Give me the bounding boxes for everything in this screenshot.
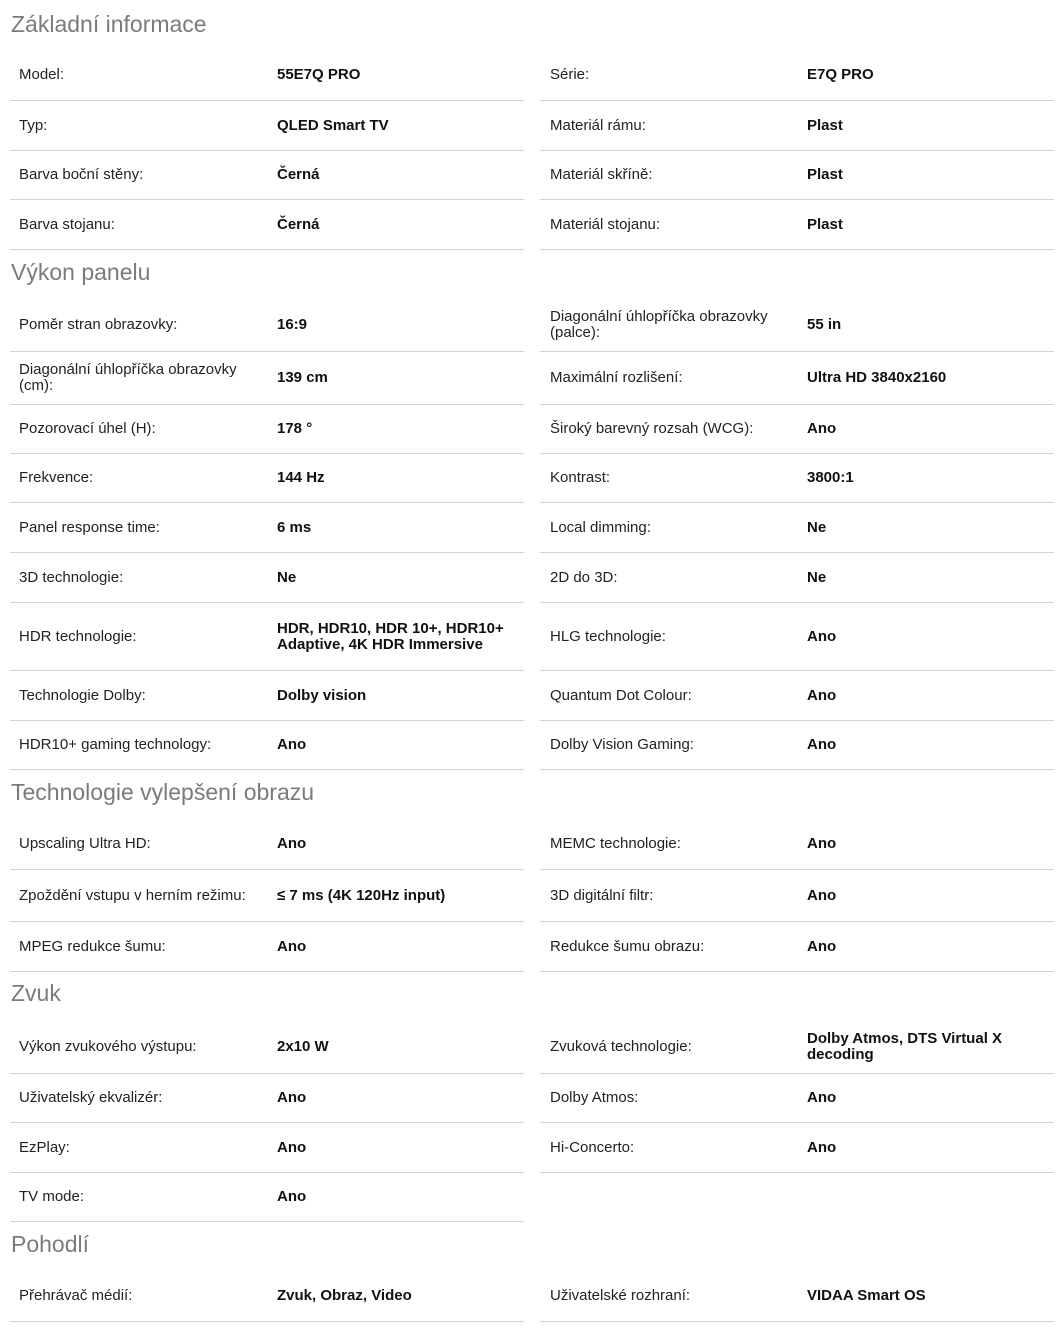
spec-value: Plast [807,166,843,183]
spec-value: Ano [807,937,837,955]
spec-value: 2x10 W [277,1037,329,1055]
spec-label: Barva stojanu: [19,215,115,233]
spec-value-cell [807,454,1042,502]
spec-value-cell [807,1123,1042,1172]
spec-label: Diagonální úhlopříčka obrazovky (palce): [550,307,768,341]
spec-row [0,922,1064,971]
spec-value: Plast [807,116,843,134]
spec-value: 55 in [807,315,842,333]
spec-label: Uživatelské rozhraní: [550,1286,691,1304]
row-divider [10,1321,524,1322]
spec-value-cell [277,1173,512,1221]
spec-label-cell [550,352,795,404]
section-title: Zvuk [11,980,61,1006]
spec-label-cell [550,503,795,552]
spec-value-cell [807,870,1042,921]
spec-value: Ano [807,420,837,437]
spec-value: Plast [807,215,843,233]
spec-label: Zpoždění vstupu v herním režimu: [19,886,246,904]
spec-label: Diagonální úhlopříčka obrazovky (cm): [19,361,237,394]
spec-label: Kontrast: [550,469,611,486]
spec-row [0,200,1064,249]
spec-value: Ano [277,1138,307,1156]
spec-value: ≤ 7 ms (4K 120Hz input) [277,886,446,904]
spec-row [0,1074,1064,1122]
spec-label: Panel response time: [19,518,160,536]
spec-value: Ne [807,568,827,586]
spec-value: Ne [277,568,297,586]
spec-label-cell [550,151,795,199]
spec-value-cell [807,603,1042,670]
spec-label: Maximální rozlišení: [550,369,683,386]
spec-row [0,553,1064,602]
spec-label-cell [550,50,795,100]
spec-label: MPEG redukce šumu: [19,937,166,955]
spec-label: Poměr stran obrazovky: [19,315,178,333]
row-divider [10,971,524,972]
spec-value: Ano [807,736,837,753]
row-divider [10,249,524,250]
row-divider [540,249,1054,250]
spec-value-cell [807,721,1042,769]
spec-row [0,603,1064,670]
spec-value: Ano [277,1188,307,1205]
spec-row [0,101,1064,150]
spec-value: 16:9 [277,315,308,333]
spec-row [0,151,1064,199]
spec-value-cell [807,101,1042,150]
row-divider [10,1221,524,1222]
spec-label-cell [19,1173,259,1221]
spec-label: EzPlay: [19,1138,70,1156]
spec-value-cell [807,200,1042,249]
section-title: Základní informace [11,11,207,37]
spec-label-cell [550,553,795,602]
row-divider [10,769,524,770]
spec-label-cell [550,101,795,150]
spec-row [0,454,1064,502]
spec-value-cell [807,553,1042,602]
spec-label-cell [550,870,795,921]
section-title: Technologie vylepšení obrazu [11,779,315,805]
spec-value-cell [807,352,1042,404]
spec-value: E7Q PRO [807,66,874,83]
spec-value-cell [807,1074,1042,1122]
spec-row [0,870,1064,921]
spec-value: Ano [807,627,837,645]
spec-label: Široký barevný rozsah (WCG): [550,420,754,437]
row-divider [540,1321,1054,1322]
spec-label: Série: [550,66,590,83]
spec-value: Ano [277,834,307,852]
spec-value-cell [807,818,1042,869]
spec-row [0,1020,1064,1073]
spec-value: Ano [807,834,837,852]
spec-label: Dolby Vision Gaming: [550,736,694,753]
spec-value-cell [807,151,1042,199]
spec-value-cell [807,50,1042,100]
spec-label: 3D technologie: [19,568,124,586]
spec-row [0,503,1064,552]
spec-value: HDR, HDR10, HDR 10+, HDR10+ Adaptive, 4K HDR Immersive [277,619,504,653]
spec-value: Ano [807,1089,837,1106]
spec-row [0,818,1064,869]
spec-value: Ano [277,937,307,955]
spec-label: 2D do 3D: [550,568,618,586]
spec-label: Výkon zvukového výstupu: [19,1037,197,1055]
spec-label: Materiál rámu: [550,116,646,134]
spec-label-cell [550,1123,795,1172]
spec-value: Ultra HD 3840x2160 [807,369,947,386]
section-title: Výkon panelu [11,259,151,285]
spec-row [0,298,1064,351]
spec-value-cell [807,1270,1042,1321]
section-title: Pohodlí [11,1231,90,1257]
spec-value: 55E7Q PRO [277,66,361,83]
spec-label: Přehrávač médií: [19,1286,133,1304]
spec-label: Materiál skříně: [550,166,653,183]
spec-label: Pozorovací úhel (H): [19,420,156,437]
spec-value: 6 ms [277,518,312,536]
spec-label: MEMC technologie: [550,834,681,852]
spec-label: HDR10+ gaming technology: [19,736,212,753]
row-divider [540,769,1054,770]
spec-value: 3800:1 [807,469,854,486]
spec-value: Ano [807,686,837,704]
spec-value: Dolby Atmos, DTS Virtual X decoding [807,1029,1003,1063]
spec-label: Barva boční stěny: [19,166,144,183]
spec-label: Frekvence: [19,469,94,486]
spec-label: Redukce šumu obrazu: [550,937,705,955]
spec-label: Hi-Concerto: [550,1138,635,1156]
spec-label-cell [550,1270,795,1321]
spec-value: 178 ° [277,420,313,437]
spec-row [0,671,1064,720]
spec-label-cell [550,454,795,502]
spec-value: Zvuk, Obraz, Video [277,1286,412,1304]
spec-value-cell [807,298,1042,351]
spec-label: TV mode: [19,1188,85,1205]
spec-value: Ano [807,886,837,904]
spec-row [0,1270,1064,1321]
spec-value: Ano [277,736,307,753]
spec-label: Dolby Atmos: [550,1089,639,1106]
spec-value: Černá [277,166,320,183]
spec-value: VIDAA Smart OS [807,1286,926,1304]
row-divider [540,971,1054,972]
spec-value: Dolby vision [277,686,367,704]
spec-label: Upscaling Ultra HD: [19,834,151,852]
spec-value-cell [807,922,1042,971]
spec-label: Typ: [19,116,48,134]
spec-label: Model: [19,66,65,83]
spec-label: Zvuková technologie: [550,1037,692,1055]
spec-value: 144 Hz [277,469,325,486]
spec-row [0,352,1064,404]
spec-value-cell [807,405,1042,453]
spec-label: 3D digitální filtr: [550,886,654,904]
spec-value: Černá [277,215,320,233]
spec-row [0,405,1064,453]
spec-value: Ne [807,518,827,536]
spec-label: Materiál stojanu: [550,215,661,233]
spec-value: 139 cm [277,369,328,386]
spec-label-cell [550,1074,795,1122]
spec-label-cell [550,298,795,351]
spec-label-cell [550,721,795,769]
spec-label: HLG technologie: [550,627,666,645]
spec-label: Local dimming: [550,518,651,536]
spec-value: Ano [277,1089,307,1106]
spec-label-cell [550,922,795,971]
spec-value: Ano [807,1138,837,1156]
spec-row [0,1173,1064,1221]
spec-value: QLED Smart TV [277,116,389,134]
spec-label: Quantum Dot Colour: [550,686,692,704]
spec-label: Technologie Dolby: [19,686,146,704]
spec-label-cell [550,818,795,869]
spec-label: Uživatelský ekvalizér: [19,1089,163,1106]
spec-label-cell [550,603,795,670]
spec-label-cell [550,200,795,249]
spec-row [0,721,1064,769]
spec-value-cell [807,671,1042,720]
spec-value-cell [807,1020,1042,1073]
spec-row [0,50,1064,100]
spec-label-cell [550,1020,795,1073]
spec-label-cell [550,671,795,720]
spec-label: HDR technologie: [19,627,137,645]
spec-label-cell [550,405,795,453]
spec-value-cell [807,503,1042,552]
spec-row [0,1123,1064,1172]
